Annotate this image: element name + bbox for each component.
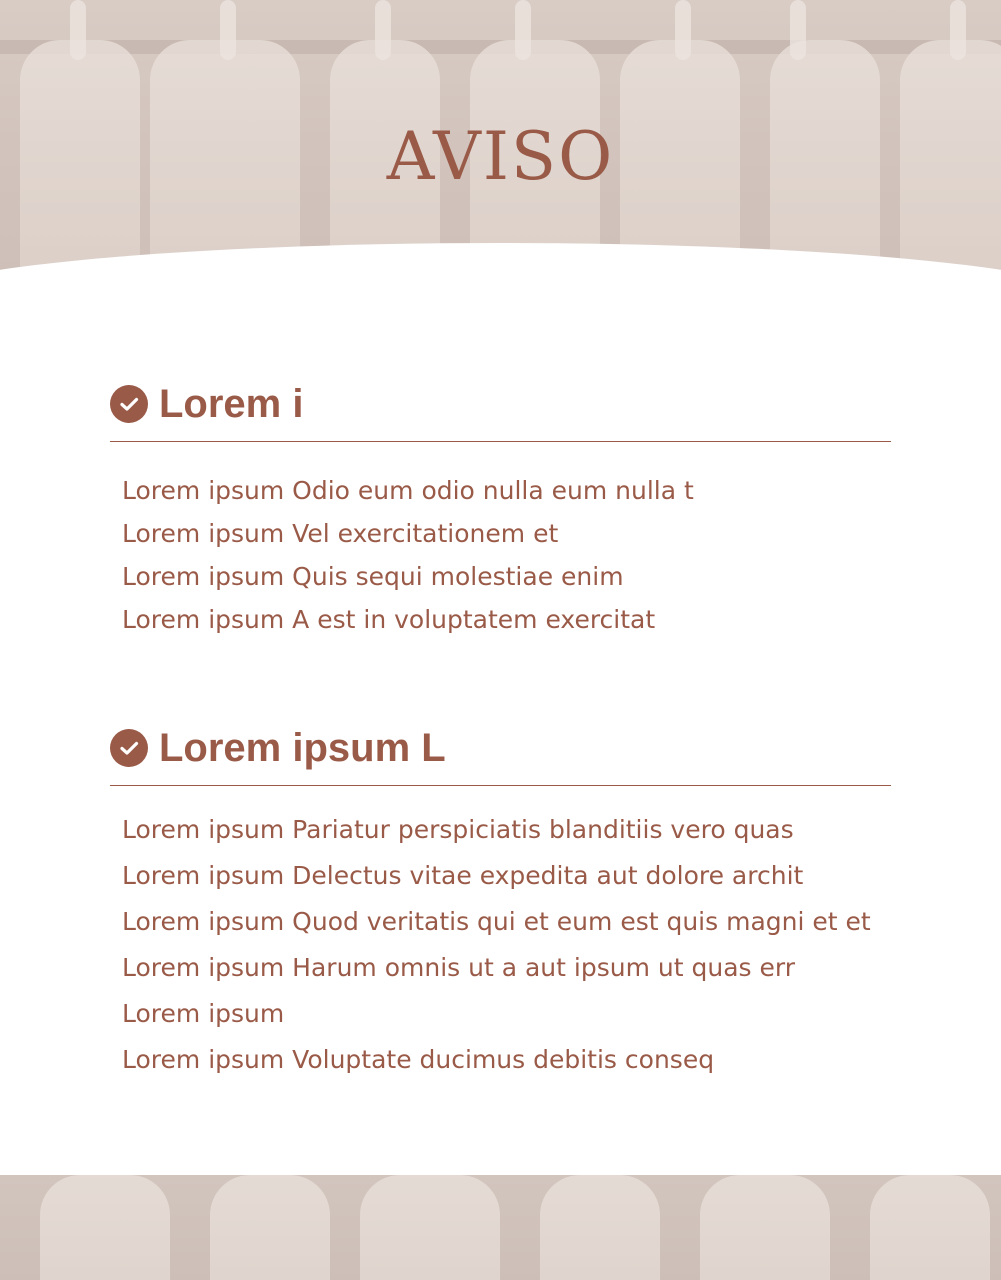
garment-shape — [540, 1175, 660, 1280]
garment-shape — [870, 1175, 990, 1280]
garment-shape — [700, 1175, 830, 1280]
list-item: Lorem ipsum — [122, 999, 285, 1028]
curved-divider — [0, 243, 1001, 320]
hanger-shape — [675, 0, 691, 60]
garment-shape — [360, 1175, 500, 1280]
garment-shape — [40, 1175, 170, 1280]
hanger-shape — [790, 0, 806, 60]
section-2 — [110, 724, 891, 1083]
item-list — [110, 807, 891, 1083]
section-title: Lorem ipsum L — [159, 725, 446, 770]
section-1 — [110, 380, 891, 641]
hanger-shape — [375, 0, 391, 60]
list-item: Lorem ipsum A est in voluptatem exercitat — [122, 605, 656, 634]
hanger-shape — [950, 0, 966, 60]
hanger-shape — [220, 0, 236, 60]
list-item: Lorem ipsum Pariatur perspiciatis blanditiis vero quas — [122, 815, 794, 844]
item-list — [110, 469, 891, 641]
page-title: AVISO — [386, 118, 615, 195]
check-circle-icon — [110, 729, 148, 767]
footer-background-photo — [0, 1175, 1001, 1280]
list-item: Lorem ipsum Quod veritatis qui et eum est quis magni et et — [122, 907, 871, 936]
section-header — [110, 724, 891, 786]
list-item: Lorem ipsum Vel exercitationem et — [122, 519, 559, 548]
garment-shape — [210, 1175, 330, 1280]
list-item: Lorem ipsum Harum omnis ut a aut ipsum ut quas err — [122, 953, 795, 982]
hanger-shape — [70, 0, 86, 60]
check-circle-icon — [110, 385, 148, 423]
list-item: Lorem ipsum Voluptate ducimus debitis conseq — [122, 1045, 715, 1074]
list-item: Lorem ipsum Quis sequi molestiae enim — [122, 562, 624, 591]
section-title: Lorem i — [159, 381, 304, 426]
list-item: Lorem ipsum Delectus vitae expedita aut dolore archit — [122, 861, 804, 890]
list-item: Lorem ipsum Odio eum odio nulla eum nulla t — [122, 476, 694, 505]
hanger-shape — [515, 0, 531, 60]
section-header — [110, 380, 891, 442]
